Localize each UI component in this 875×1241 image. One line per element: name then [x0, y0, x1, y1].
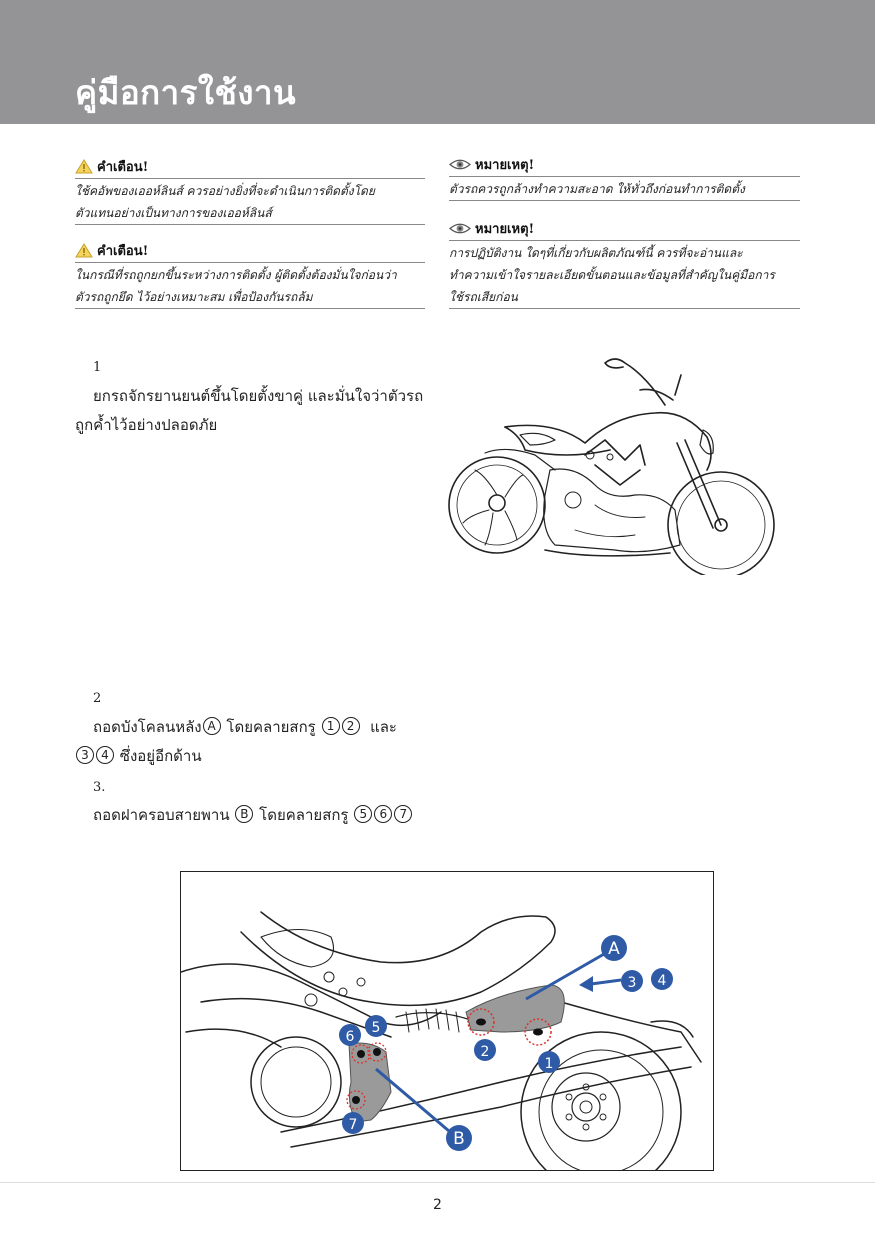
step-text-segment: โดยคลายสกรู [226, 718, 316, 736]
notice-heading [449, 154, 800, 177]
notice-body [449, 241, 800, 309]
header-band [0, 0, 875, 124]
warning-triangle-icon [75, 159, 93, 174]
footer-divider [0, 1182, 875, 1183]
notice-title: หมายเหตุ! [475, 158, 535, 173]
svg-text:A: A [608, 939, 620, 959]
callout-3 [621, 970, 643, 992]
screw-label: 3 [76, 746, 94, 764]
screw-label: 7 [394, 805, 412, 823]
note-notice-1 [449, 154, 800, 201]
detail-illustration [180, 871, 714, 1171]
callout-1 [538, 1051, 560, 1073]
callout-5 [365, 1015, 387, 1037]
step-3-text [75, 801, 435, 830]
notice-heading [449, 218, 800, 241]
step-text-segment: และ [370, 718, 397, 736]
screw-label: 2 [342, 717, 360, 735]
callout-7 [342, 1112, 364, 1134]
notice-line: ใช้รถเสียก่อน [449, 290, 518, 304]
callouts [339, 935, 673, 1151]
svg-text:4: 4 [657, 973, 667, 989]
step-1-text [75, 382, 435, 440]
screw-label: 5 [354, 805, 372, 823]
notice-title: คำเตือน! [97, 160, 149, 175]
screw-label: 6 [374, 805, 392, 823]
svg-text:3: 3 [627, 975, 637, 991]
step-line [75, 742, 435, 771]
note-notice-2 [449, 218, 800, 309]
warning-notice-2 [75, 240, 425, 309]
part-label-b: B [235, 805, 253, 823]
notice-title: หมายเหตุ! [475, 222, 535, 237]
notice-body [449, 177, 800, 201]
step-line [75, 801, 435, 830]
notice-line: การปฏิบัติงาน ใดๆที่เกี่ยวกับผลิตภัณฑ์นี้ ควรที่จะอ่านและ [449, 246, 743, 260]
motorcycle-illustration [445, 345, 785, 575]
step-text-segment: โดยคลายสกรู [259, 806, 349, 824]
notice-line: ตัวรถถูกยึด ไว้อย่างเหมาะสม เพื่อป้องกันรถล้ม [75, 290, 313, 304]
notice-heading [75, 240, 425, 263]
page-title: คู่มือการใช้งาน [75, 73, 297, 112]
svg-text:2: 2 [480, 1044, 490, 1060]
step-line: ถูกค้ำไว้อย่างปลอดภัย [75, 416, 218, 434]
svg-text:5: 5 [371, 1020, 381, 1036]
callout-6 [339, 1024, 361, 1046]
eye-icon [449, 158, 471, 171]
step-number: 1 [93, 360, 102, 375]
rear-detail-drawing [181, 872, 713, 1170]
callout-4 [651, 968, 673, 990]
step-text-segment: ซึ่งอยู่อีกด้าน [119, 747, 202, 765]
notice-line: ตัวรถควรถูกล้างทำความสะอาด ให้ทั่วถึงก่อนทำการติดตั้ง [449, 182, 745, 196]
screw-label: 1 [322, 717, 340, 735]
step-number: 3. [93, 780, 106, 795]
notice-line: ตัวแทนอย่างเป็นทางการของเออห์ลินส์ [75, 206, 272, 220]
callout-a [601, 935, 627, 961]
warning-notice-1 [75, 156, 425, 225]
notice-title: คำเตือน! [97, 244, 149, 259]
step-text-segment: ถอดฝาครอบสายพาน [93, 806, 230, 824]
svg-text:B: B [453, 1129, 465, 1149]
notice-line: ใช้คอัพของเออห์ลินส์ ควรอย่างยิ่งที่จะดำเนินการติดตั้งโดย [75, 184, 375, 198]
step-line: ยกรถจักรยานยนต์ขึ้นโดยตั้งขาคู่ และมั่นใจว่าตัวรถ [93, 387, 424, 405]
callout-2 [474, 1039, 496, 1061]
eye-icon [449, 222, 471, 235]
svg-text:7: 7 [348, 1117, 358, 1133]
warning-triangle-icon [75, 243, 93, 258]
part-label-a: A [203, 717, 221, 735]
step-text-segment: ถอดบังโคลนหลัง [93, 718, 202, 736]
notice-body [75, 263, 425, 309]
notice-line: ในกรณีที่รถถูกยกขึ้นระหว่างการติดตั้ง ผู้ติดตั้งต้องมั่นใจก่อนว่า [75, 268, 397, 282]
screw-label: 4 [96, 746, 114, 764]
step-number: 2 [93, 691, 102, 706]
notice-line: ทำความเข้าใจรายละเอียดขั้นตอนและข้อมูลที่สำคัญในคู่มือการ [449, 268, 775, 282]
callout-b [446, 1125, 472, 1151]
svg-text:1: 1 [544, 1056, 554, 1072]
step-2-text [75, 713, 435, 771]
page-number: 2 [433, 1197, 442, 1213]
notice-body [75, 179, 425, 225]
step-line [75, 713, 435, 742]
notice-heading [75, 156, 425, 179]
svg-text:6: 6 [345, 1029, 355, 1045]
